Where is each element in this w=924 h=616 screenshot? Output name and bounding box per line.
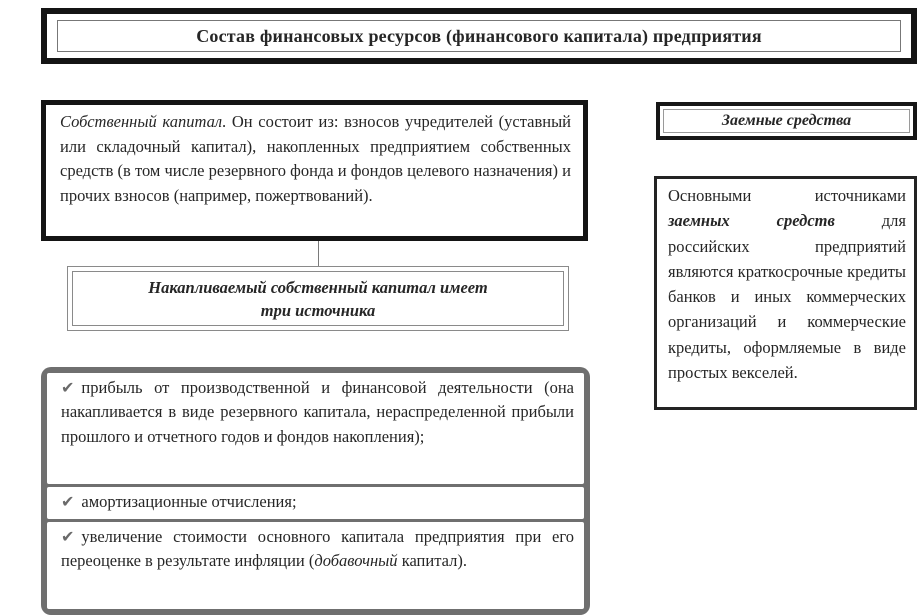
- sources-group: [41, 367, 590, 615]
- source-text: прибыль от производственной и финансовой деятельности (она накапливается в виде резервного капитала, нераспределенной прибыли прошлого и отчетного годов и фондов накопления);: [61, 378, 574, 446]
- check-icon: ✔: [61, 378, 75, 397]
- accumulated-line-1: Накапливаемый собственный капитал имеет: [148, 277, 488, 297]
- check-icon: ✔: [61, 492, 75, 511]
- source-text: амортизационные отчисления;: [81, 492, 297, 511]
- borrowed-desc-end: для российских предприятий являются краткосрочные кредиты банков и иных коммерческих организаций и коммерческие кредиты, оформляемые в виде простых векселей.: [668, 211, 906, 383]
- source-text-italic: добавочный: [314, 551, 398, 571]
- own-capital-lead: Собственный капитал: [60, 112, 223, 131]
- source-item: [47, 522, 584, 609]
- connector-line: [318, 241, 319, 266]
- borrowed-funds-title: Заемные средства: [663, 109, 910, 133]
- borrowed-desc-start: Основными источниками: [668, 186, 906, 205]
- source-item: [47, 373, 584, 484]
- borrowed-desc-emphasis: заемных средств: [668, 211, 835, 231]
- borrowed-funds-box: [656, 102, 917, 140]
- source-item: [47, 487, 584, 519]
- source-text: увеличение стоимости основного капитала предприятия при его переоценке в результате инфляции (: [61, 527, 574, 571]
- own-capital-text: . Он состоит из: взносов учредителей (уставный или складочный капитал), накопленных предприятием собственных средств (в том числе резервного фонда и фондов целевого назначения) и прочих взносов (например, пожертвований).: [60, 112, 572, 205]
- title-box: [41, 8, 917, 64]
- accumulated-capital-heading: [72, 271, 564, 326]
- own-capital-box: [41, 100, 588, 241]
- accumulated-capital-box: [67, 266, 569, 331]
- accumulated-line-2: три источника: [260, 300, 376, 320]
- source-text-end: капитал).: [397, 551, 467, 571]
- borrowed-funds-description: [654, 176, 917, 410]
- check-icon: ✔: [61, 527, 75, 546]
- diagram-title: Состав финансовых ресурсов (финансового капитала) предприятия: [57, 20, 901, 52]
